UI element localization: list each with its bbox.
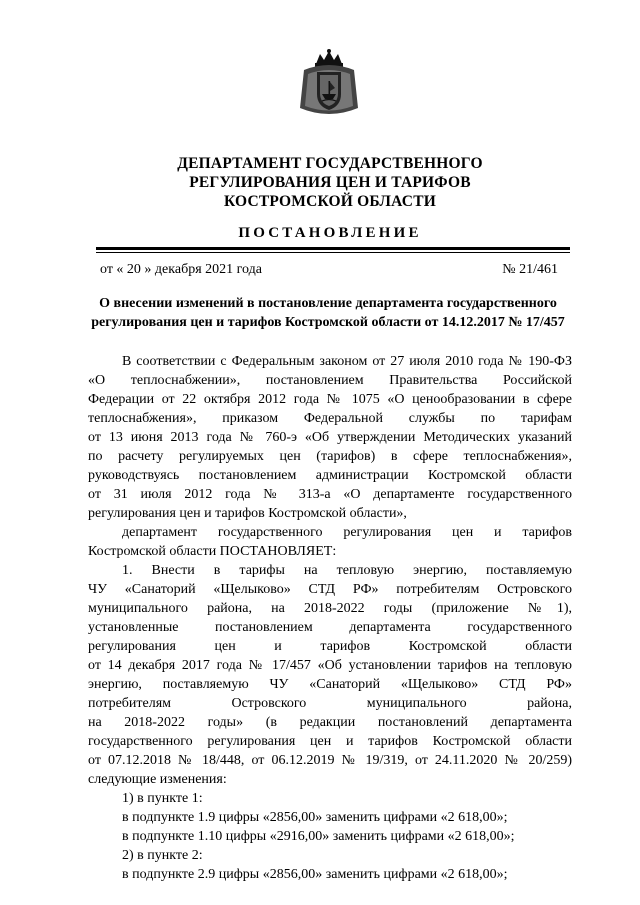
body-line: установленные постановлением департамента государственного (88, 620, 572, 635)
header-divider-thick (96, 247, 570, 250)
body-line: ЧУ «Санаторий «Щелыково» СТД РФ» потребителям Островского (88, 582, 572, 597)
body-line: Костромской области ПОСТАНОВЛЯЕТ: (88, 544, 337, 559)
body-line: следующие изменения: (88, 772, 227, 787)
body-line: 2) в пункте 2: (122, 848, 203, 863)
department-name-line-1: ДЕПАРТАМЕНТ ГОСУДАРСТВЕННОГО (177, 155, 483, 172)
department-name-line-2: РЕГУЛИРОВАНИЯ ЦЕН И ТАРИФОВ (189, 174, 471, 191)
header-divider-thin (96, 252, 570, 253)
document-number: № 21/461 (502, 262, 558, 277)
body-line: на 2018-2022 годы» (в редакции постановлений департамента (88, 715, 572, 730)
subject-line-1: О внесении изменений в постановление департамента государственного (99, 296, 557, 311)
body-line: от 14 декабря 2017 года № 17/457 «Об установлении тарифов на тепловую (88, 658, 572, 673)
body-line: энергию, поставляемую ЧУ «Санаторий «Щелыково» СТД РФ» (88, 677, 572, 692)
body-line: «О теплоснабжении», постановлением Правительства Российской (88, 373, 572, 388)
body-line: потребителям Островского муниципального района, (88, 696, 572, 711)
body-line: муниципального района, на 2018-2022 годы (приложение №1), (88, 601, 572, 616)
body-line: 1. Внести в тарифы на тепловую энергию, поставляемую (122, 563, 572, 578)
document-type-title: ПОСТАНОВЛЕНИЕ (238, 225, 422, 241)
body-line: в подпункте 1.10 цифры «2916,00» заменить цифрами «2 618,00»; (122, 829, 515, 844)
body-line: в подпункте 2.9 цифры «2856,00» заменить цифрами «2 618,00»; (122, 867, 508, 882)
document-date: от « 20 » декабря 2021 года (100, 262, 262, 277)
department-name-line-3: КОСТРОМСКОЙ ОБЛАСТИ (223, 193, 436, 210)
body-line: теплоснабжения», приказом Федеральной службы по тарифам (88, 411, 572, 426)
subject-line-2: регулирования цен и тарифов Костромской области от 14.12.2017 № 17/457 (91, 315, 565, 330)
body-line: от 31 июля 2012 года № 313-а «О департаменте государственного (88, 487, 572, 502)
body-line: Федерации от 22 октября 2012 года № 1075 «О ценообразовании в сфере (88, 392, 572, 407)
body-line: по расчету регулируемых цен (тарифов) в сфере теплоснабжения», (88, 449, 572, 464)
body-line: регулирования цен и тарифов Костромской области (88, 639, 572, 654)
body-line: руководствуясь постановлением администрации Костромской области (88, 468, 572, 483)
body-line: от 13 июня 2013 года № 760-э «Об утверждении Методических указаний (88, 430, 572, 445)
body-line: 1) в пункте 1: (122, 791, 203, 806)
body-line: департамент государственного регулирования цен и тарифов (122, 525, 572, 540)
body-line: в подпункте 1.9 цифры «2856,00» заменить цифрами «2 618,00»; (122, 810, 508, 825)
coat-of-arms-emblem (298, 48, 360, 120)
body-line: государственного регулирования цен и тарифов Костромской области (88, 734, 572, 749)
body-line: В соответствии с Федеральным законом от 27 июля 2010 года № 190-ФЗ (122, 354, 572, 369)
body-line: от 07.12.2018 № 18/448, от 06.12.2019 № 19/319, от 24.11.2020 № 20/259) (88, 753, 572, 768)
body-line: регулирования цен и тарифов Костромской области», (88, 506, 407, 521)
